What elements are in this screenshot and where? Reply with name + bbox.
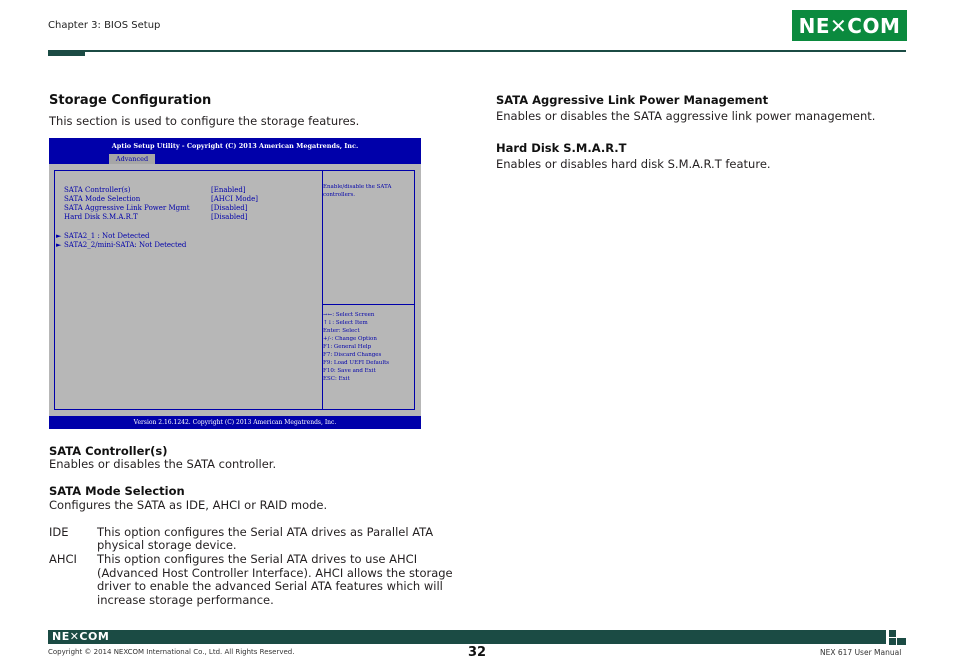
aggressive-link-desc: Enables or disables the SATA aggressive link power management. — [496, 109, 876, 123]
option-desc-line: increase storage performance. — [97, 593, 274, 607]
bios-key-hint: →←: Select Screen — [323, 312, 375, 318]
sata-controller-heading: SATA Controller(s) — [49, 444, 168, 458]
bios-screen — [49, 138, 421, 429]
manual-title: NEX 617 User Manual — [820, 648, 902, 657]
bios-item-label[interactable]: SATA Aggressive Link Power Mgmt — [64, 204, 190, 212]
bios-footer: Version 2.16.1242. Copyright (C) 2013 American Megatrends, Inc. — [133, 419, 337, 426]
smart-desc: Enables or disables hard disk S.M.A.R.T feature. — [496, 157, 771, 171]
bios-key-hint: ↑↓: Select Item — [323, 320, 368, 326]
bios-title: Aptio Setup Utility - Copyright (C) 2013 American Megatrends, Inc. — [111, 142, 359, 150]
bios-key-hint: F10: Save and Exit — [323, 368, 376, 374]
sata-mode-heading: SATA Mode Selection — [49, 484, 185, 498]
bios-key-hint: ESC: Exit — [323, 376, 350, 382]
bios-item-value[interactable]: [AHCI Mode] — [211, 195, 258, 203]
bios-help-text: Enable/disable the SATA — [323, 184, 392, 190]
footer-square — [889, 630, 896, 637]
bios-item-label[interactable]: Hard Disk S.M.A.R.T — [64, 213, 138, 221]
bios-tab-advanced[interactable]: Advanced — [109, 154, 155, 164]
bios-key-hint: F7: Discard Changes — [323, 352, 382, 358]
option-desc-line: (Advanced Host Controller Interface). AHCI allows the storage — [97, 566, 453, 580]
bios-key-hint: F9: Load UEFI Defaults — [323, 360, 390, 366]
bios-submenu[interactable]: SATA2_2/mini-SATA: Not Detected — [64, 241, 187, 249]
header-accent — [48, 50, 85, 56]
bios-submenu[interactable]: SATA2_1 : Not Detected — [64, 232, 150, 240]
aggressive-link-heading: SATA Aggressive Link Power Management — [496, 93, 769, 107]
bios-key-hint: +/-: Change Option — [323, 336, 377, 342]
option-term: IDE — [49, 525, 69, 539]
bios-item-value[interactable]: [Disabled] — [211, 204, 248, 212]
footer-bar — [48, 630, 886, 644]
bios-item-label[interactable]: SATA Controller(s) — [64, 186, 131, 194]
copyright: Copyright © 2014 NEXCOM International Co., Ltd. All Rights Reserved. — [48, 648, 295, 656]
bios-body — [49, 164, 421, 416]
submenu-arrow-icon: ► — [56, 241, 62, 249]
option-desc-line: physical storage device. — [97, 538, 237, 552]
footer-square — [889, 638, 896, 645]
bios-key-hint: Enter: Select — [323, 328, 360, 334]
option-desc-line: This option configures the Serial ATA drives as Parallel ATA — [97, 525, 434, 539]
header-rule — [48, 50, 906, 52]
bios-help-divider — [323, 304, 414, 305]
bios-help-text: controllers. — [323, 192, 356, 198]
page-number: 32 — [468, 645, 487, 660]
section-title: Storage Configuration — [49, 93, 212, 108]
sata-controller-desc: Enables or disables the SATA controller. — [49, 457, 277, 471]
footer-square — [897, 638, 906, 645]
sata-mode-desc: Configures the SATA as IDE, AHCI or RAID mode. — [49, 498, 328, 512]
option-desc-line: This option configures the Serial ATA drives to use AHCI — [97, 552, 418, 566]
section-intro: This section is used to configure the storage features. — [49, 114, 360, 128]
bios-item-label[interactable]: SATA Mode Selection — [64, 195, 141, 203]
bios-key-hint: F1: General Help — [323, 344, 372, 350]
option-desc-line: driver to enable the advanced Serial ATA features which will — [97, 579, 443, 593]
footer-logo: NE✕COM — [52, 630, 110, 643]
bios-frame — [54, 170, 415, 410]
bios-item-value[interactable]: [Disabled] — [211, 213, 248, 221]
bios-item-value[interactable]: [Enabled] — [211, 186, 246, 194]
smart-heading: Hard Disk S.M.A.R.T — [496, 141, 627, 155]
submenu-arrow-icon: ► — [56, 232, 62, 240]
nexcom-logo: NE✕COM — [792, 10, 907, 41]
option-term: AHCI — [49, 552, 77, 566]
chapter-title: Chapter 3: BIOS Setup — [48, 20, 161, 31]
